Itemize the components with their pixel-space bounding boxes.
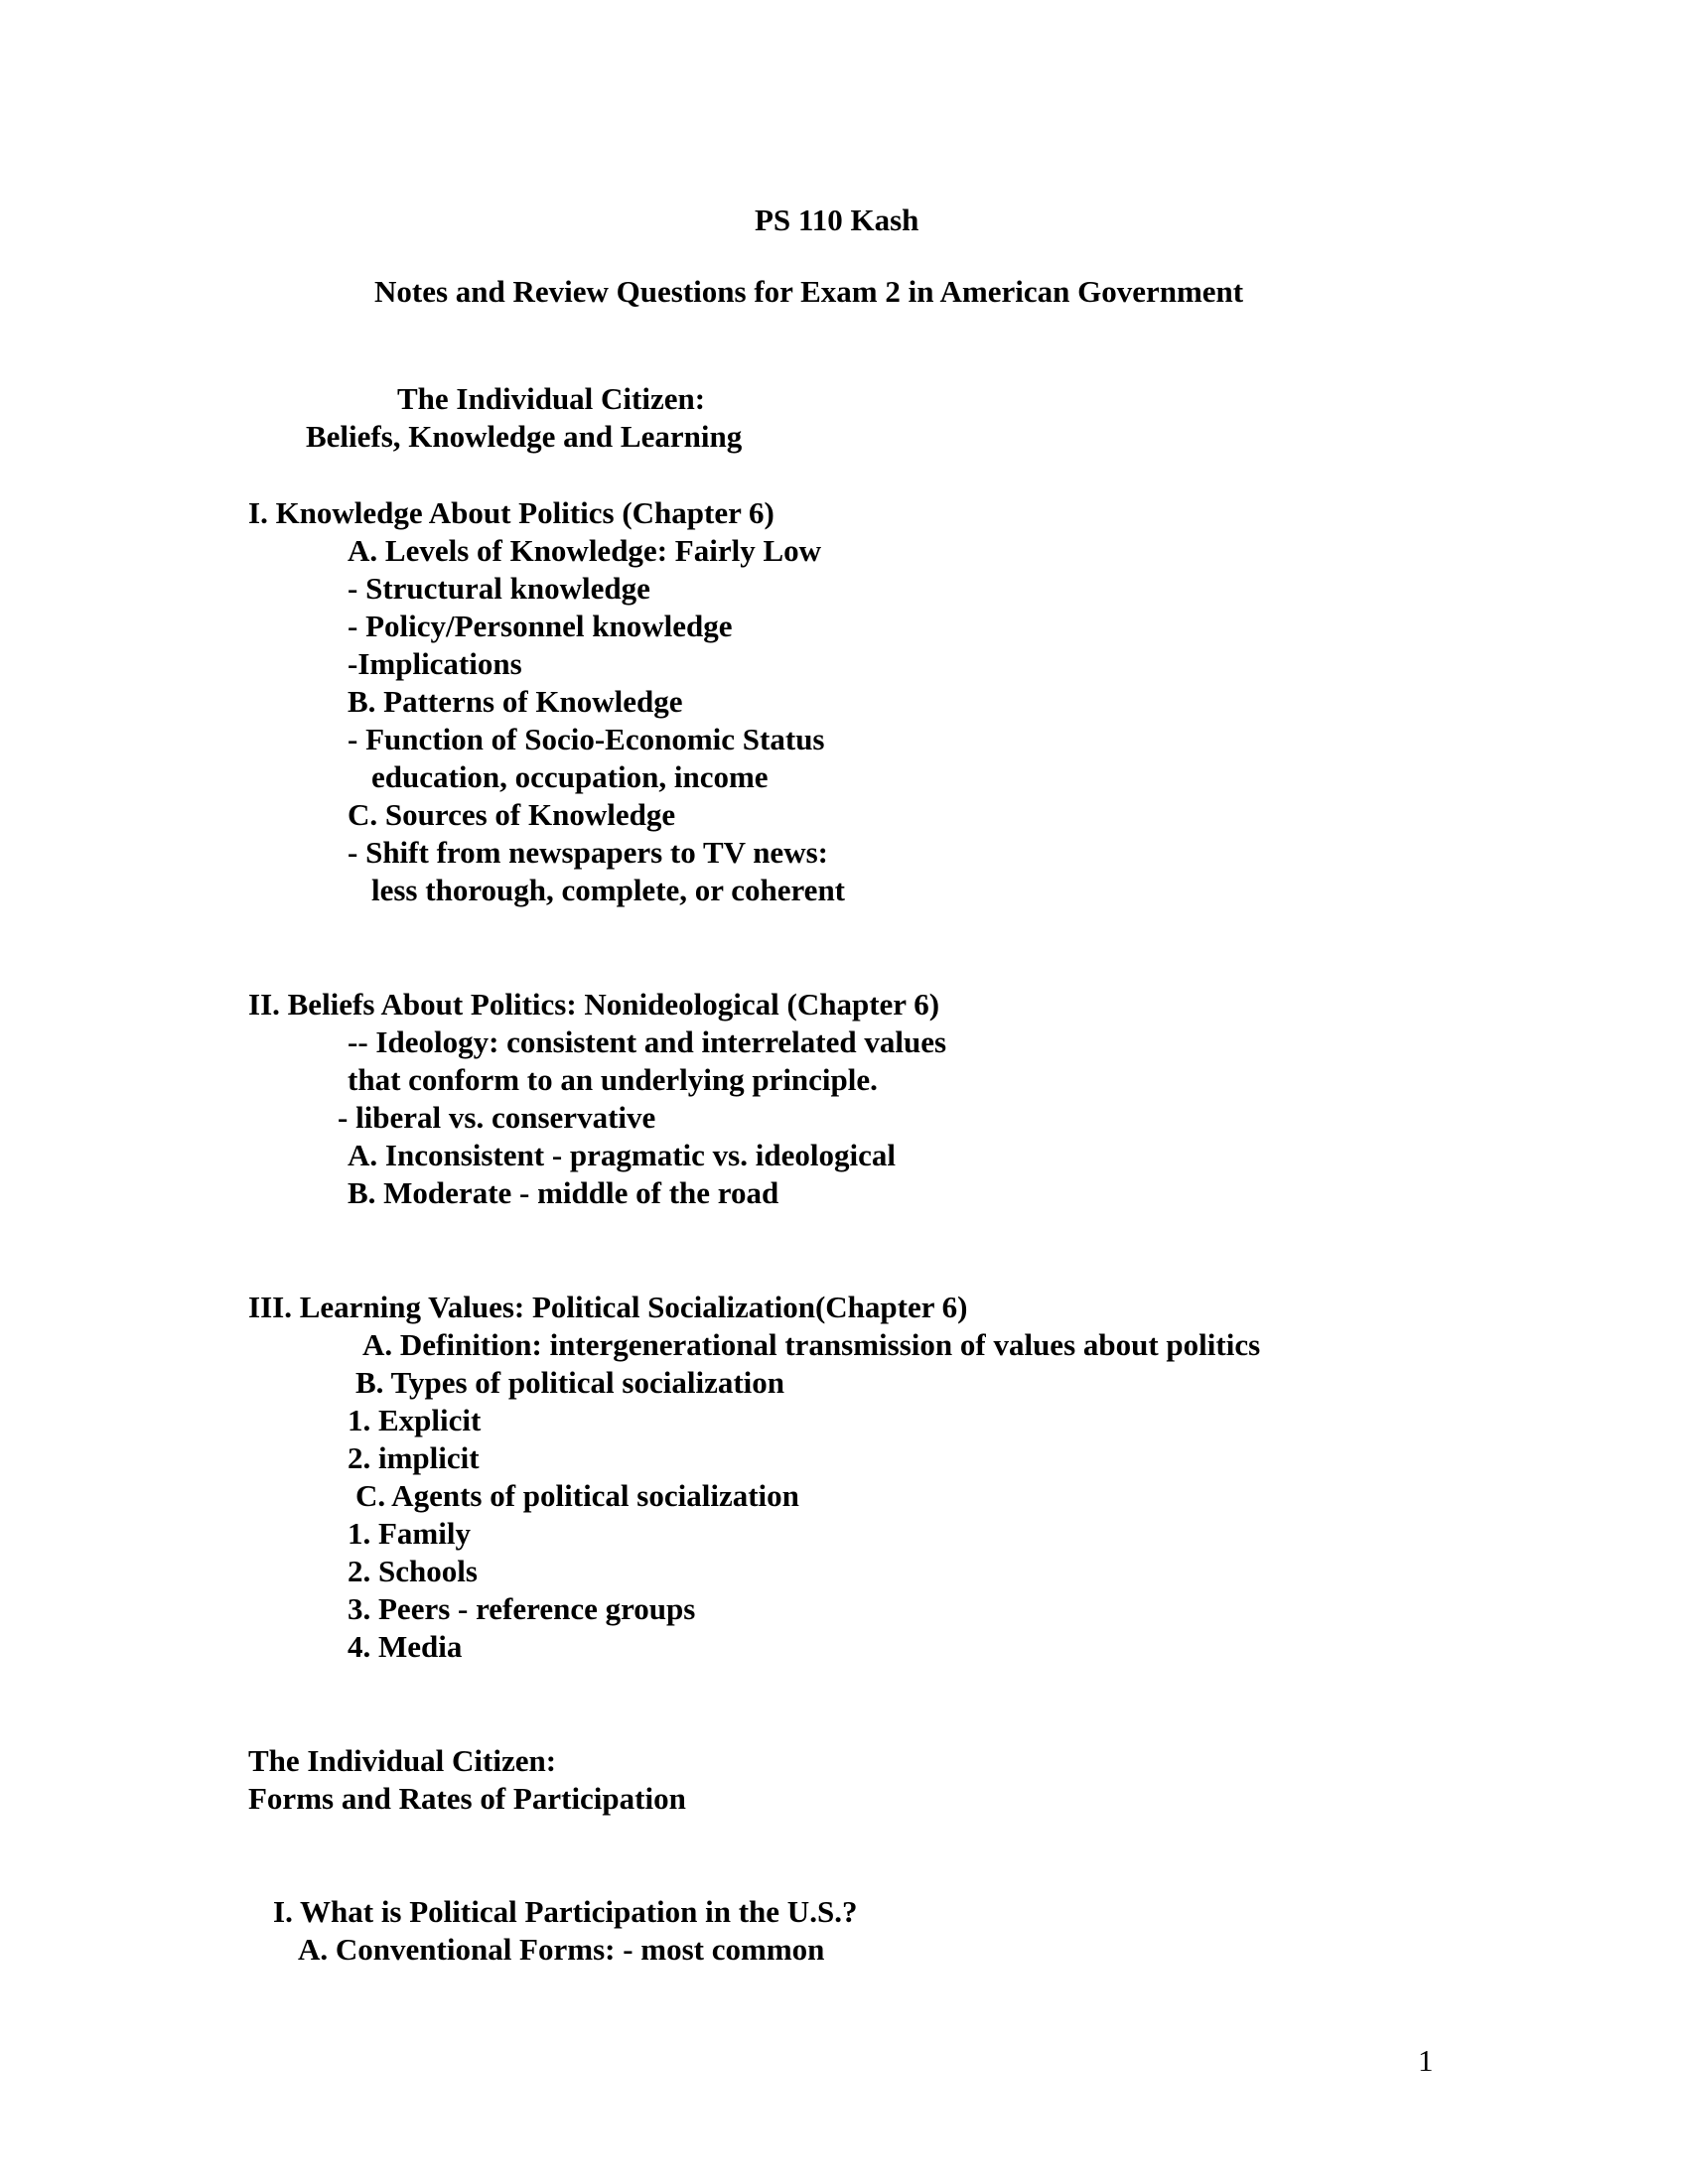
outline-line: B. Types of political socialization: [355, 1365, 785, 1400]
outline-line: 1. Family: [348, 1516, 471, 1551]
outline-line: -- Ideology: consistent and interrelated values: [348, 1024, 947, 1059]
document-subtitle: Notes and Review Questions for Exam 2 in American Government: [374, 274, 1244, 309]
section1-heading: I. Knowledge About Politics (Chapter 6): [248, 495, 774, 530]
outline-line: B. Moderate - middle of the road: [348, 1175, 779, 1210]
section2-heading: II. Beliefs About Politics: Nonideological (Chapter 6): [248, 987, 940, 1022]
outline-line: less thorough, complete, or coherent: [371, 873, 846, 907]
outline-line: A. Inconsistent - pragmatic vs. ideological: [348, 1138, 896, 1172]
outline-line: B. Patterns of Knowledge: [348, 684, 683, 719]
outline-line: 3. Peers - reference groups: [348, 1591, 696, 1626]
outline-line: A. Definition: intergenerational transmission of values about politics: [362, 1327, 1261, 1362]
outline-line: - Shift from newspapers to TV news:: [348, 835, 828, 870]
part2-title-line1: The Individual Citizen:: [248, 1743, 557, 1778]
outline-line: 1. Explicit: [348, 1403, 482, 1437]
outline-line: 2. implicit: [348, 1440, 480, 1475]
outline-line: C. Sources of Knowledge: [348, 797, 676, 832]
outline-line: A. Levels of Knowledge: Fairly Low: [348, 533, 822, 568]
outline-line: 4. Media: [348, 1629, 463, 1664]
part2-section1-heading: I. What is Political Participation in the U.S.?: [273, 1894, 858, 1929]
part1-title-line1: The Individual Citizen:: [397, 381, 706, 416]
outline-line: - Structural knowledge: [348, 571, 650, 606]
outline-line: that conform to an underlying principle.: [348, 1062, 878, 1097]
outline-line: - Function of Socio-Economic Status: [348, 722, 825, 756]
outline-line: A. Conventional Forms: - most common: [298, 1932, 825, 1967]
outline-line: - liberal vs. conservative: [338, 1100, 656, 1135]
course-title: PS 110 Kash: [755, 203, 919, 237]
page-number: 1: [1418, 2043, 1434, 2078]
outline-line: 2. Schools: [348, 1554, 478, 1588]
outline-line: C. Agents of political socialization: [355, 1478, 799, 1513]
outline-line: education, occupation, income: [371, 759, 769, 794]
section3-heading: III. Learning Values: Political Socialization(Chapter 6): [248, 1290, 968, 1324]
outline-line: - Policy/Personnel knowledge: [348, 609, 733, 643]
part1-title-line2: Beliefs, Knowledge and Learning: [306, 419, 743, 454]
part2-title-line2: Forms and Rates of Participation: [248, 1781, 686, 1816]
outline-line: -Implications: [348, 646, 522, 681]
